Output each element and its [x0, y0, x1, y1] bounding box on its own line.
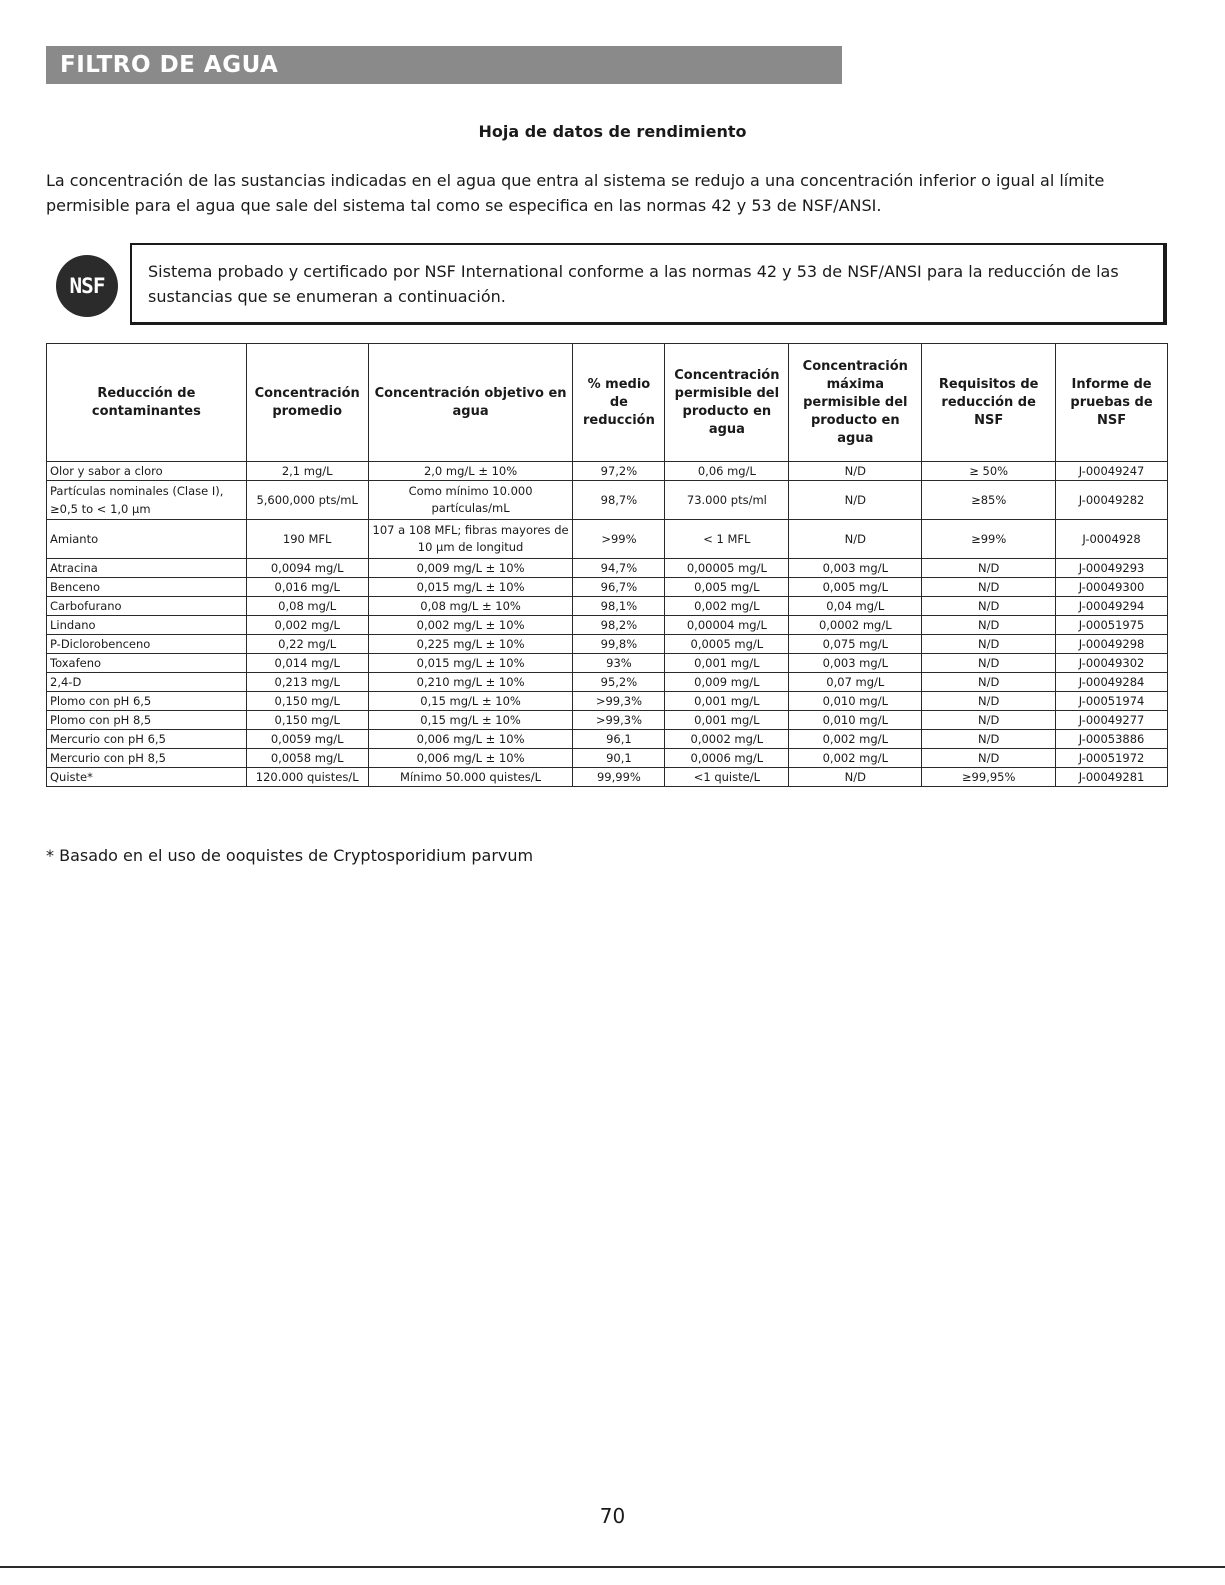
table-cell: 0,005 mg/L [789, 578, 922, 597]
table-cell: 0,010 mg/L [789, 692, 922, 711]
table-cell: 98,1% [573, 597, 665, 616]
table-cell: 0,0002 mg/L [789, 616, 922, 635]
table-cell: N/D [789, 462, 922, 481]
table-cell: 99,8% [573, 635, 665, 654]
table-cell: 90,1 [573, 749, 665, 768]
table-cell: Plomo con pH 8,5 [47, 711, 247, 730]
table-cell: 2,1 mg/L [246, 462, 368, 481]
nsf-logo: NSF [56, 255, 118, 317]
table-cell: 0,225 mg/L ± 10% [368, 635, 573, 654]
table-row [47, 635, 1168, 654]
table-cell: 0,15 mg/L ± 10% [368, 711, 573, 730]
table-cell: Plomo con pH 6,5 [47, 692, 247, 711]
table-row [47, 692, 1168, 711]
bottom-rule [0, 1566, 1225, 1568]
table-cell: 0,003 mg/L [789, 654, 922, 673]
table-cell: 0,016 mg/L [246, 578, 368, 597]
table-cell: 99,99% [573, 768, 665, 787]
table-cell: 0,075 mg/L [789, 635, 922, 654]
table-cell: J-00053886 [1056, 730, 1168, 749]
table-cell: Quiste* [47, 768, 247, 787]
table-cell: 73.000 pts/ml [665, 481, 789, 520]
table-body [47, 462, 1168, 787]
table-cell: 0,009 mg/L [665, 673, 789, 692]
table-cell: >99% [573, 520, 665, 559]
table-cell: 0,002 mg/L ± 10% [368, 616, 573, 635]
table-cell: J-00049302 [1056, 654, 1168, 673]
table-cell: 93% [573, 654, 665, 673]
table-cell: N/D [922, 692, 1056, 711]
table-cell: J-0004928 [1056, 520, 1168, 559]
table-cell: J-00049247 [1056, 462, 1168, 481]
table-cell: 0,002 mg/L [789, 730, 922, 749]
table-cell: 0,0094 mg/L [246, 559, 368, 578]
table-cell: Atracina [47, 559, 247, 578]
table-cell: 96,7% [573, 578, 665, 597]
table-cell: 0,04 mg/L [789, 597, 922, 616]
table-cell: 96,1 [573, 730, 665, 749]
table-row [47, 481, 1168, 520]
table-cell: Mercurio con pH 8,5 [47, 749, 247, 768]
table-cell: N/D [789, 768, 922, 787]
table-cell: ≥99% [922, 520, 1056, 559]
table-cell: 94,7% [573, 559, 665, 578]
table-cell: N/D [922, 711, 1056, 730]
table-cell: 2,4-D [47, 673, 247, 692]
section-banner: FILTRO DE AGUA [46, 46, 842, 84]
table-cell: P-Diclorobenceno [47, 635, 247, 654]
table-cell: J-00049294 [1056, 597, 1168, 616]
table-cell: 0,0005 mg/L [665, 635, 789, 654]
table-cell: Partículas nominales (Clase I), ≥0,5 to < 1,0 µm [47, 481, 247, 520]
table-cell: J-00051972 [1056, 749, 1168, 768]
table-cell: N/D [922, 635, 1056, 654]
table-cell: N/D [922, 616, 1056, 635]
certification-box [130, 243, 1167, 325]
table-cell: >99,3% [573, 711, 665, 730]
table-row [47, 578, 1168, 597]
table-cell: 0,015 mg/L ± 10% [368, 578, 573, 597]
table-cell: J-00049300 [1056, 578, 1168, 597]
header-cell: Requisitos de reducción de NSF [922, 344, 1056, 462]
header-cell: Reducción de contaminantes [47, 344, 247, 462]
table-cell: 0,005 mg/L [665, 578, 789, 597]
table-cell: 95,2% [573, 673, 665, 692]
header-cell: Informe de pruebas de NSF [1056, 344, 1168, 462]
table-cell: 0,002 mg/L [246, 616, 368, 635]
table-cell: N/D [922, 673, 1056, 692]
table-cell: >99,3% [573, 692, 665, 711]
table-cell: ≥85% [922, 481, 1056, 520]
table-cell: J-00051974 [1056, 692, 1168, 711]
table-row [47, 673, 1168, 692]
table-cell: N/D [922, 559, 1056, 578]
table-cell: J-00049282 [1056, 481, 1168, 520]
table-cell: 0,006 mg/L ± 10% [368, 749, 573, 768]
header-cell: Concentración permisible del producto en agua [665, 344, 789, 462]
table-cell: 0,22 mg/L [246, 635, 368, 654]
table-row [47, 520, 1168, 559]
table-cell: 120.000 quistes/L [246, 768, 368, 787]
footnote: * Basado en el uso de ooquistes de Cryptosporidium parvum [46, 846, 534, 865]
table-cell: J-00049284 [1056, 673, 1168, 692]
header-cell: Concentración máxima permisible del producto en agua [789, 344, 922, 462]
table-cell: 0,010 mg/L [789, 711, 922, 730]
table-cell: 0,014 mg/L [246, 654, 368, 673]
table-row [47, 616, 1168, 635]
table-row [47, 711, 1168, 730]
table-cell: 0,07 mg/L [789, 673, 922, 692]
page-title: Hoja de datos de rendimiento [478, 122, 747, 141]
table-cell: Toxafeno [47, 654, 247, 673]
table-cell: 0,001 mg/L [665, 692, 789, 711]
table-cell: <1 quiste/L [665, 768, 789, 787]
table-cell: J-00049277 [1056, 711, 1168, 730]
page-number: 70 [599, 1504, 626, 1528]
table-cell: 2,0 mg/L ± 10% [368, 462, 573, 481]
header-cell: Concentración objetivo en agua [368, 344, 573, 462]
table-cell: Mínimo 50.000 quistes/L [368, 768, 573, 787]
table-row [47, 768, 1168, 787]
table-cell: N/D [922, 749, 1056, 768]
table-cell: 0,015 mg/L ± 10% [368, 654, 573, 673]
table-cell: 0,002 mg/L [789, 749, 922, 768]
table-cell: 0,0058 mg/L [246, 749, 368, 768]
table-cell: 0,006 mg/L ± 10% [368, 730, 573, 749]
table-row [47, 654, 1168, 673]
table-cell: 0,08 mg/L ± 10% [368, 597, 573, 616]
header-cell: Concentración promedio [246, 344, 368, 462]
table-cell: 107 a 108 MFL; fibras mayores de 10 µm de longitud [368, 520, 573, 559]
certification-text: Sistema probado y certificado por NSF International conforme a las normas 42 y 53 de NSF/ANSI para la reducción de las sustancias que se enumeran a continuación. [148, 262, 1119, 306]
table-cell: 0,0059 mg/L [246, 730, 368, 749]
table-cell: ≥ 50% [922, 462, 1056, 481]
table-cell: 190 MFL [246, 520, 368, 559]
table-cell: N/D [789, 520, 922, 559]
table-row [47, 559, 1168, 578]
table-row [47, 749, 1168, 768]
table-cell: 0,001 mg/L [665, 654, 789, 673]
table-cell: Amianto [47, 520, 247, 559]
table-cell: 5,600,000 pts/mL [246, 481, 368, 520]
table-cell: N/D [922, 654, 1056, 673]
table-cell: Mercurio con pH 6,5 [47, 730, 247, 749]
intro-paragraph: La concentración de las sustancias indicadas en el agua que entra al sistema se redujo a una concentración inferior o igual al límite permisible para el agua que sale del sistema tal como se especifica en las normas 42 y 53 de NSF/ANSI. [46, 171, 1105, 215]
table-cell: 0,15 mg/L ± 10% [368, 692, 573, 711]
table-cell: 97,2% [573, 462, 665, 481]
table-cell: 0,213 mg/L [246, 673, 368, 692]
table-cell: 0,0006 mg/L [665, 749, 789, 768]
table-cell: Lindano [47, 616, 247, 635]
table-cell: Carbofurano [47, 597, 247, 616]
header-cell: % medio de reducción [573, 344, 665, 462]
table-cell: N/D [922, 578, 1056, 597]
table-cell: N/D [922, 597, 1056, 616]
table-row [47, 597, 1168, 616]
table-cell: 0,003 mg/L [789, 559, 922, 578]
table-cell: ≥99,95% [922, 768, 1056, 787]
table-row [47, 730, 1168, 749]
table-cell: 0,06 mg/L [665, 462, 789, 481]
table-cell: < 1 MFL [665, 520, 789, 559]
table-cell: 98,2% [573, 616, 665, 635]
table-cell: 98,7% [573, 481, 665, 520]
table-row [47, 462, 1168, 481]
table-cell: 0,150 mg/L [246, 711, 368, 730]
table-cell: Benceno [47, 578, 247, 597]
table-header-row [47, 344, 1168, 462]
performance-table [46, 343, 1168, 787]
table-cell: 0,009 mg/L ± 10% [368, 559, 573, 578]
table-cell: 0,002 mg/L [665, 597, 789, 616]
table-cell: 0,00004 mg/L [665, 616, 789, 635]
table-cell: N/D [922, 730, 1056, 749]
table-cell: J-00049293 [1056, 559, 1168, 578]
table-cell: J-00049281 [1056, 768, 1168, 787]
table-cell: Como mínimo 10.000 partículas/mL [368, 481, 573, 520]
table-cell: 0,00005 mg/L [665, 559, 789, 578]
table-cell: Olor y sabor a cloro [47, 462, 247, 481]
table-cell: 0,150 mg/L [246, 692, 368, 711]
table-cell: 0,210 mg/L ± 10% [368, 673, 573, 692]
table-cell: N/D [789, 481, 922, 520]
table-cell: 0,08 mg/L [246, 597, 368, 616]
table-cell: J-00049298 [1056, 635, 1168, 654]
table-cell: 0,001 mg/L [665, 711, 789, 730]
table-cell: 0,0002 mg/L [665, 730, 789, 749]
table-cell: J-00051975 [1056, 616, 1168, 635]
